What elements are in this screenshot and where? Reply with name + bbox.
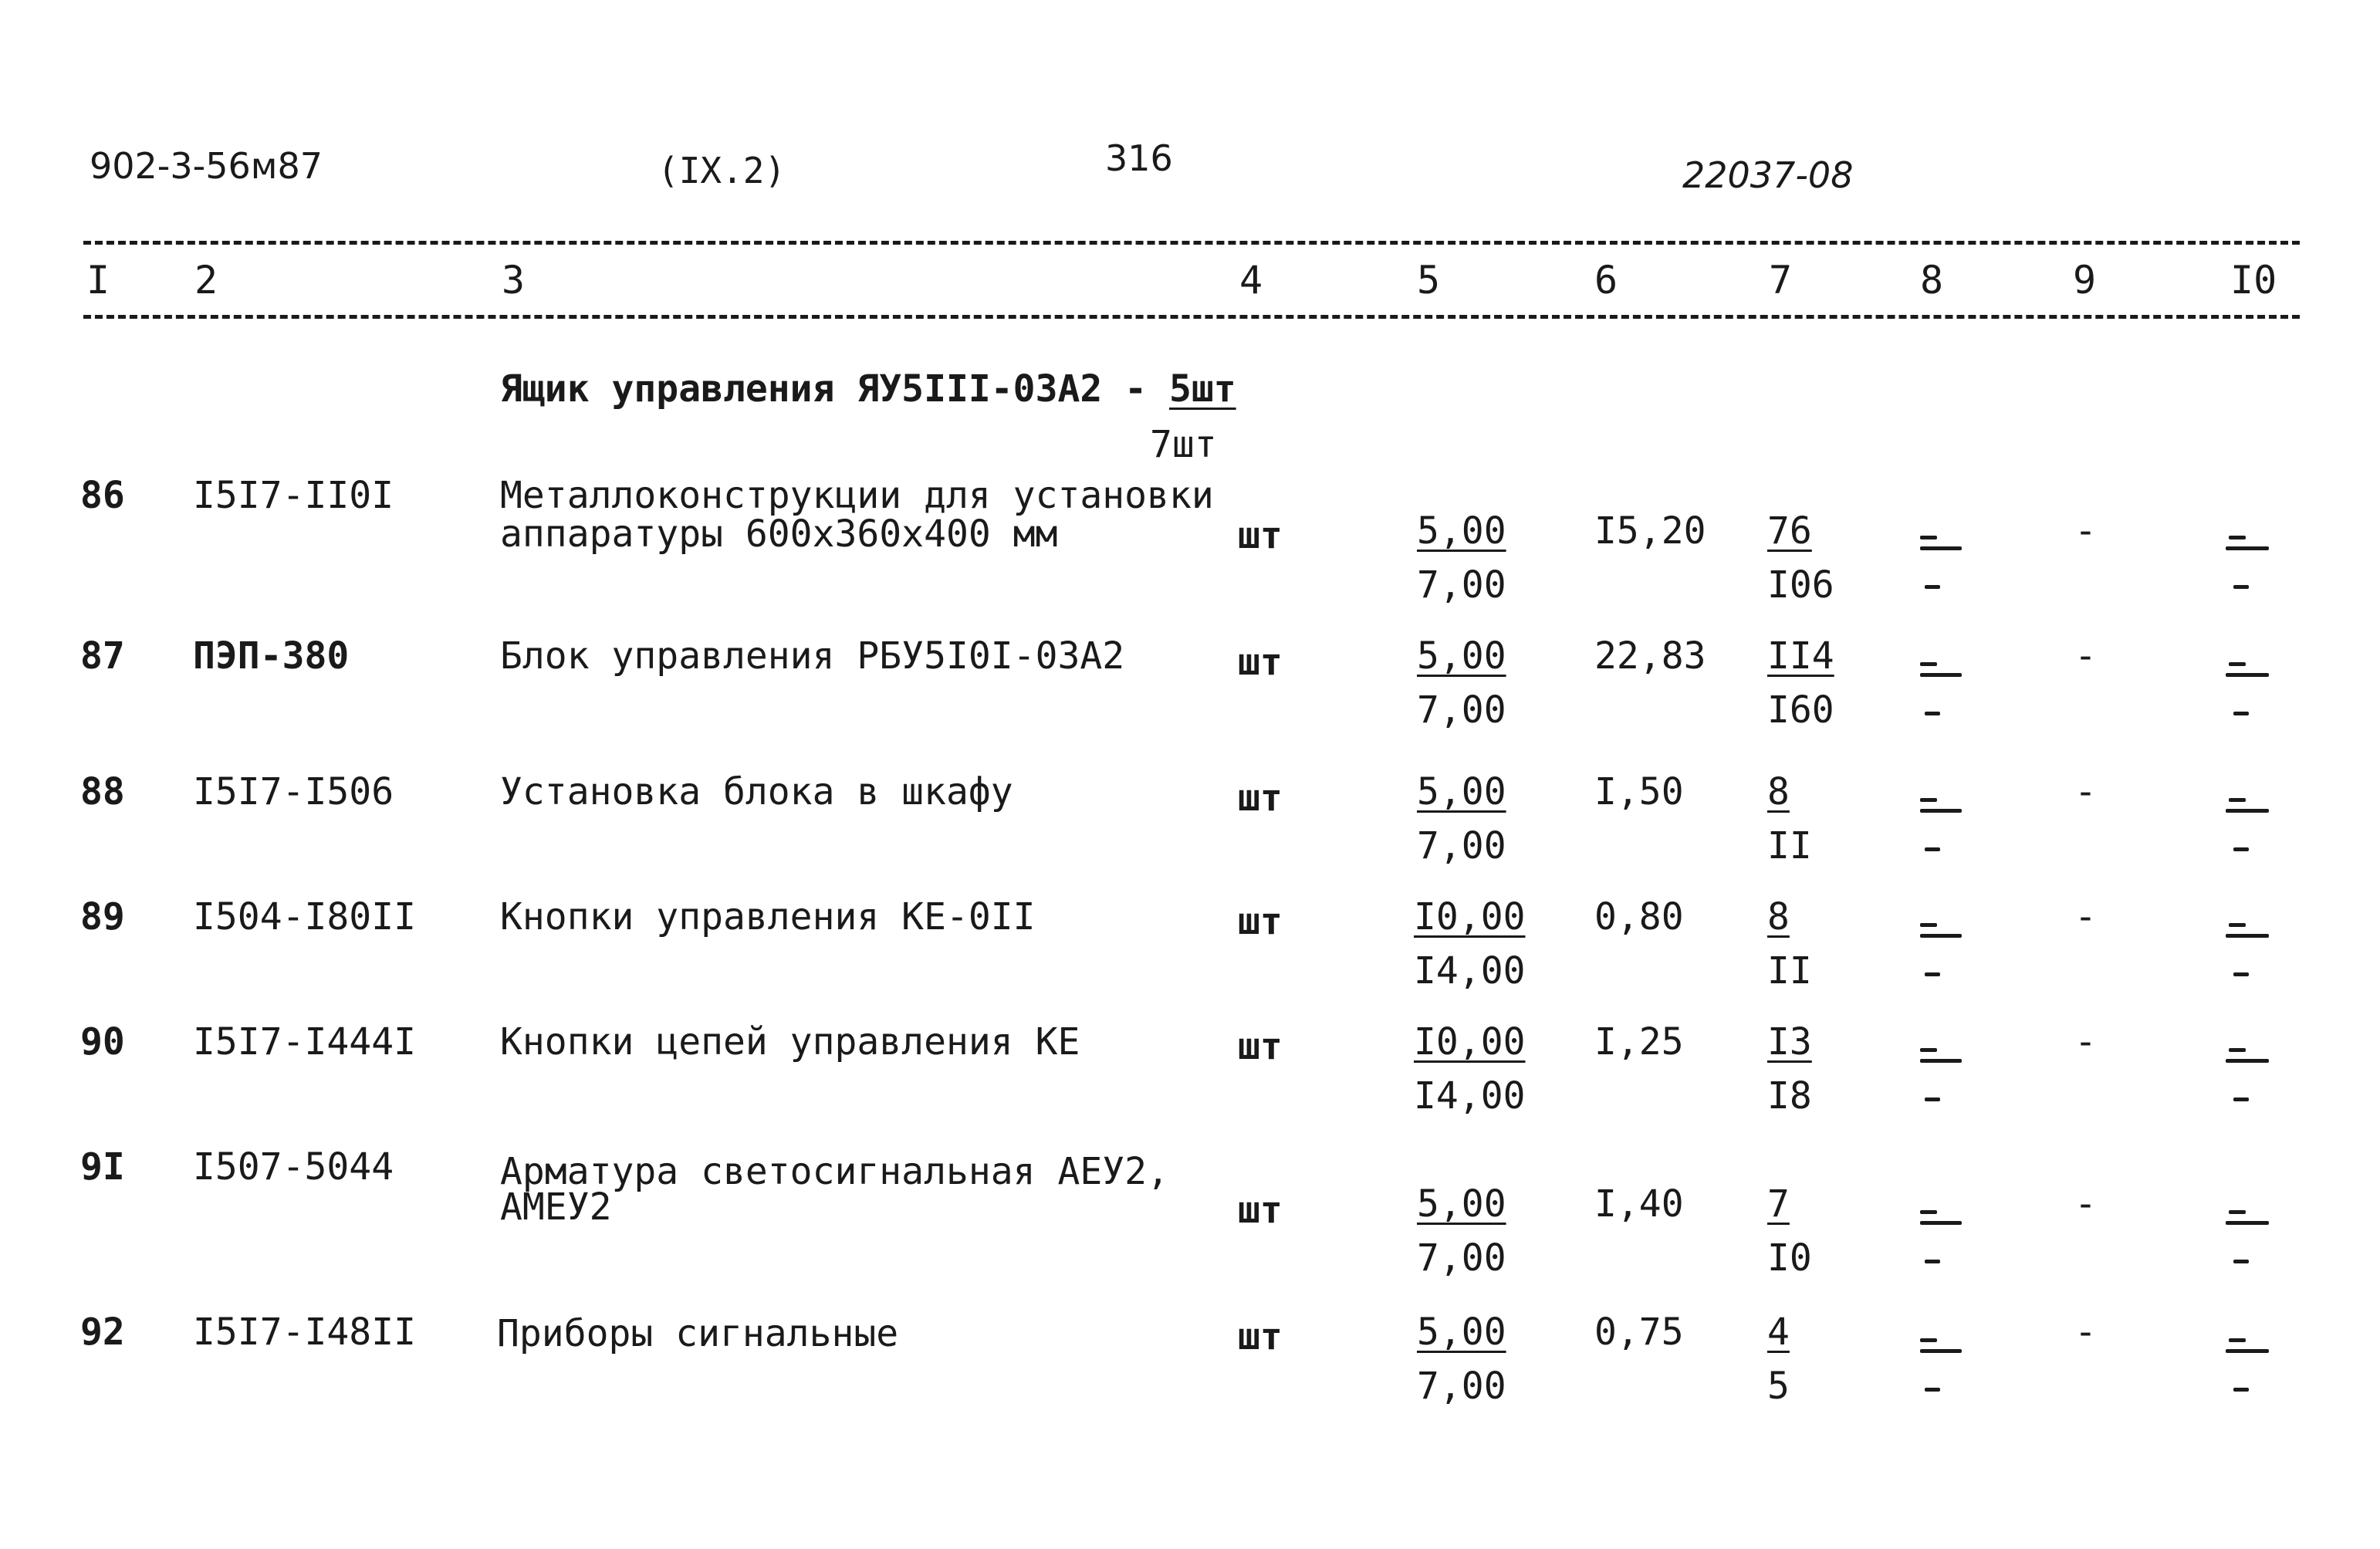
row-number: 87 (80, 634, 125, 678)
row-code: ПЭП-380 (193, 634, 350, 678)
row-qty-bottom: 7,00 (1417, 1236, 1506, 1280)
project-code: 902-3-56м87 (90, 145, 323, 187)
row-rate: 22,83 (1594, 634, 1706, 678)
header-top-rule (83, 241, 2300, 245)
row-qty-top: I0,00 (1414, 895, 1526, 939)
row-qty-top: 5,00 (1417, 770, 1506, 813)
column-header: 8 (1920, 258, 1944, 303)
row-total-top: 76 (1767, 509, 1812, 553)
row-total-bottom: I8 (1767, 1074, 1812, 1118)
row-code: I504-I80II (193, 895, 416, 939)
row-number: 92 (80, 1311, 125, 1354)
header-bottom-rule (83, 315, 2300, 319)
sheet-code: 22037-08 (1682, 154, 1854, 196)
column-header: 6 (1594, 258, 1618, 303)
row-col9: - (2074, 1182, 2097, 1226)
dash-mark (1920, 546, 1962, 550)
row-qty-bottom: 7,00 (1417, 563, 1506, 607)
row-qty-top: I0,00 (1414, 1020, 1526, 1064)
dash-mark (1925, 1097, 1940, 1101)
dash-mark (1920, 809, 1962, 813)
row-qty-top: 5,00 (1417, 509, 1506, 553)
row-qty-bottom: 7,00 (1417, 688, 1506, 732)
row-total-bottom: II (1767, 824, 1812, 868)
row-total-top: II4 (1767, 634, 1834, 678)
row-qty-top: 5,00 (1417, 1182, 1506, 1226)
row-unit: шт (1238, 1315, 1283, 1358)
dash-mark (1920, 934, 1962, 938)
dash-mark (2229, 536, 2246, 539)
row-number: 86 (80, 474, 125, 517)
row-code: I507-5044 (193, 1145, 394, 1189)
column-header: 5 (1417, 258, 1441, 303)
dash-mark (2229, 923, 2246, 927)
row-col9: - (2074, 770, 2097, 813)
dash-mark (1920, 923, 1937, 927)
row-qty-bottom: I4,00 (1414, 1074, 1526, 1118)
dash-mark (1920, 798, 1937, 802)
group-qty-bottom: 7шт (1150, 423, 1217, 466)
row-total-top: 4 (1767, 1311, 1790, 1354)
row-qty-top: 5,00 (1417, 634, 1506, 678)
dash-mark (2229, 798, 2246, 802)
column-header: 9 (2073, 258, 2097, 303)
dash-mark (1925, 847, 1940, 851)
row-unit: шт (1238, 641, 1283, 684)
column-header: 2 (194, 258, 218, 303)
row-name-cont: АМЕУ2 (500, 1185, 612, 1229)
row-number: 89 (80, 895, 125, 939)
row-number: 90 (80, 1020, 125, 1064)
row-code: I5I7-I48II (193, 1311, 416, 1354)
row-number: 9I (80, 1145, 125, 1189)
dash-mark (1925, 1388, 1940, 1392)
dash-mark (1920, 673, 1962, 677)
dash-mark (2226, 673, 2269, 677)
row-qty-bottom: I4,00 (1414, 949, 1526, 993)
dash-mark (2233, 847, 2249, 851)
row-total-top: I3 (1767, 1020, 1812, 1064)
row-rate: 0,80 (1594, 895, 1684, 939)
row-name: Приборы сигнальные (497, 1312, 899, 1355)
row-name-cont: аппаратуры 600х360х400 мм (500, 512, 1058, 556)
dash-mark (2233, 1097, 2249, 1101)
row-total-top: 7 (1767, 1182, 1790, 1226)
dash-mark (1925, 1260, 1940, 1263)
dash-mark (1920, 1210, 1937, 1214)
row-unit: шт (1238, 1025, 1283, 1068)
row-total-bottom: I06 (1767, 563, 1834, 607)
group-qty-top: 5шт (1168, 367, 1236, 411)
row-total-top: 8 (1767, 895, 1790, 939)
row-rate: I,50 (1594, 770, 1684, 813)
dash-mark (2226, 1349, 2269, 1353)
row-name: Кнопки цепей управления КЕ (500, 1020, 1080, 1064)
row-unit: шт (1238, 776, 1283, 820)
row-code: I5I7-II0I (193, 474, 394, 517)
dash-mark (1920, 1221, 1962, 1225)
dash-mark (1920, 536, 1937, 539)
dash-mark (1925, 972, 1940, 976)
row-col9: - (2074, 509, 2097, 553)
dash-mark (1920, 1059, 1962, 1063)
row-name: Арматура светосигнальная АЕУ2, (500, 1150, 1169, 1193)
row-col9: - (2074, 1020, 2097, 1064)
row-total-bottom: II (1767, 949, 1812, 993)
dash-mark (1920, 662, 1937, 666)
dash-mark (1925, 585, 1940, 589)
dash-mark (2233, 1388, 2249, 1392)
row-rate: 0,75 (1594, 1311, 1684, 1354)
dash-mark (2226, 809, 2269, 813)
row-number: 88 (80, 770, 125, 813)
row-qty-top: 5,00 (1417, 1311, 1506, 1354)
row-total-top: 8 (1767, 770, 1790, 813)
column-header: I0 (2230, 258, 2277, 303)
dash-mark (2226, 1221, 2269, 1225)
dash-mark (1925, 712, 1940, 715)
dash-mark (2233, 972, 2249, 976)
row-qty-bottom: 7,00 (1417, 1365, 1506, 1408)
dash-mark (2233, 585, 2249, 589)
dash-mark (2229, 662, 2246, 666)
row-name: Установка блока в шкафу (500, 770, 1013, 813)
row-unit: шт (1238, 900, 1283, 943)
row-rate: I5,20 (1594, 509, 1706, 553)
dash-mark (2229, 1048, 2246, 1052)
column-header: 4 (1239, 258, 1263, 303)
row-rate: I,40 (1594, 1182, 1684, 1226)
dash-mark (2233, 1260, 2249, 1263)
row-name: Металлоконструкции для установки (500, 474, 1214, 517)
dash-mark (2226, 1059, 2269, 1063)
dash-mark (2226, 934, 2269, 938)
column-header: 7 (1769, 258, 1793, 303)
row-total-bottom: I0 (1767, 1236, 1812, 1280)
dash-mark (1920, 1048, 1937, 1052)
row-qty-bottom: 7,00 (1417, 824, 1506, 868)
dash-mark (2233, 712, 2249, 715)
dash-mark (2229, 1210, 2246, 1214)
row-name: Блок управления РБУ5I0I-03А2 (500, 634, 1125, 678)
row-unit: шт (1238, 1189, 1283, 1232)
dash-mark (2226, 546, 2269, 550)
row-code: I5I7-I444I (193, 1020, 416, 1064)
row-total-bottom: 5 (1767, 1365, 1790, 1408)
dash-mark (2229, 1338, 2246, 1342)
row-unit: шт (1238, 514, 1283, 557)
section-label: (IX.2) (658, 150, 786, 191)
group-title: Ящик управления ЯУ5III-03А2 - 5шт (500, 367, 1236, 411)
row-total-bottom: I60 (1767, 688, 1834, 732)
row-rate: I,25 (1594, 1020, 1684, 1064)
dash-mark (1920, 1349, 1962, 1353)
row-col9: - (2074, 634, 2097, 678)
page-number: 316 (1105, 137, 1173, 179)
row-name: Кнопки управления КЕ-0II (500, 895, 1036, 939)
row-col9: - (2074, 1311, 2097, 1354)
row-code: I5I7-I506 (193, 770, 394, 813)
dash-mark (1920, 1338, 1937, 1342)
column-header: 3 (502, 258, 526, 303)
row-col9: - (2074, 895, 2097, 939)
column-header: I (86, 258, 110, 303)
